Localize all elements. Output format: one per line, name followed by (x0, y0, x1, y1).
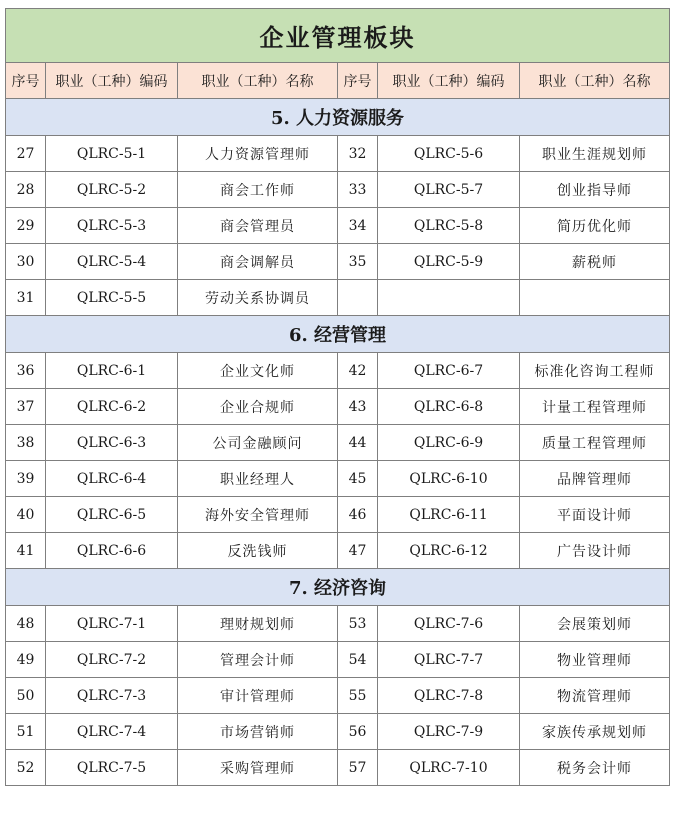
header-seq-right: 序号 (338, 63, 378, 99)
cell-seq-left: 40 (6, 497, 46, 533)
cell-seq-left: 51 (6, 714, 46, 750)
cell-name-left: 采购管理师 (178, 750, 338, 786)
cell-code-right: QLRC-7-6 (378, 606, 520, 642)
section-title: 5. 人力资源服务 (6, 99, 670, 136)
table-row (6, 461, 670, 497)
cell-code-left: QLRC-7-5 (46, 750, 178, 786)
header-row (6, 63, 670, 99)
cell-name-left: 理财规划师 (178, 606, 338, 642)
cell-code-right: QLRC-5-8 (378, 208, 520, 244)
table-row (6, 678, 670, 714)
cell-code-left: QLRC-5-3 (46, 208, 178, 244)
cell-code-left: QLRC-6-3 (46, 425, 178, 461)
cell-name-left: 海外安全管理师 (178, 497, 338, 533)
title-row (6, 9, 670, 63)
section-title: 7. 经济咨询 (6, 569, 670, 606)
table-row (6, 714, 670, 750)
cell-seq-right: 42 (338, 353, 378, 389)
cell-seq-left: 31 (6, 280, 46, 316)
cell-code-right: QLRC-7-9 (378, 714, 520, 750)
table-row (6, 425, 670, 461)
cell-seq-right: 53 (338, 606, 378, 642)
cell-seq-right: 57 (338, 750, 378, 786)
header-name-right: 职业（工种）名称 (520, 63, 670, 99)
cell-name-right: 标准化咨询工程师 (520, 353, 670, 389)
cell-name-right: 会展策划师 (520, 606, 670, 642)
cell-name-left: 商会调解员 (178, 244, 338, 280)
cell-seq-left: 27 (6, 136, 46, 172)
table-row (6, 533, 670, 569)
cell-seq-left: 28 (6, 172, 46, 208)
cell-code-right: QLRC-7-7 (378, 642, 520, 678)
cell-seq-left: 41 (6, 533, 46, 569)
cell-seq-right: 35 (338, 244, 378, 280)
cell-name-left: 商会管理员 (178, 208, 338, 244)
cell-seq-left: 50 (6, 678, 46, 714)
occupation-table (5, 8, 670, 786)
cell-code-right: QLRC-6-9 (378, 425, 520, 461)
cell-code-right: QLRC-7-8 (378, 678, 520, 714)
cell-seq-right: 45 (338, 461, 378, 497)
cell-seq-right: 54 (338, 642, 378, 678)
cell-code-left: QLRC-7-1 (46, 606, 178, 642)
cell-seq-left: 30 (6, 244, 46, 280)
cell-seq-right: 56 (338, 714, 378, 750)
table-row (6, 172, 670, 208)
cell-name-right: 职业生涯规划师 (520, 136, 670, 172)
cell-seq-left: 49 (6, 642, 46, 678)
cell-name-left: 反洗钱师 (178, 533, 338, 569)
table-row (6, 208, 670, 244)
cell-name-left: 劳动关系协调员 (178, 280, 338, 316)
cell-name-right: 广告设计师 (520, 533, 670, 569)
cell-name-right: 物业管理师 (520, 642, 670, 678)
cell-code-left: QLRC-5-2 (46, 172, 178, 208)
cell-name-left: 公司金融顾问 (178, 425, 338, 461)
cell-code-right: QLRC-5-6 (378, 136, 520, 172)
header-seq-left: 序号 (6, 63, 46, 99)
cell-seq-right: 44 (338, 425, 378, 461)
cell-seq-left: 36 (6, 353, 46, 389)
cell-code-left: QLRC-6-6 (46, 533, 178, 569)
table-row (6, 136, 670, 172)
cell-name-right: 创业指导师 (520, 172, 670, 208)
cell-seq-right: 43 (338, 389, 378, 425)
cell-name-left: 管理会计师 (178, 642, 338, 678)
table-title: 企业管理板块 (6, 9, 670, 63)
cell-seq-left: 37 (6, 389, 46, 425)
cell-code-right: QLRC-6-8 (378, 389, 520, 425)
cell-name-right: 品牌管理师 (520, 461, 670, 497)
table-row (6, 280, 670, 316)
section-title: 6. 经营管理 (6, 316, 670, 353)
cell-seq-right: 55 (338, 678, 378, 714)
cell-name-right: 税务会计师 (520, 750, 670, 786)
cell-code-left: QLRC-7-4 (46, 714, 178, 750)
cell-code-left: QLRC-6-1 (46, 353, 178, 389)
cell-seq-left: 39 (6, 461, 46, 497)
cell-name-left: 商会工作师 (178, 172, 338, 208)
cell-code-right: QLRC-7-10 (378, 750, 520, 786)
cell-code-left: QLRC-5-4 (46, 244, 178, 280)
cell-seq-left: 52 (6, 750, 46, 786)
cell-code-right (378, 280, 520, 316)
cell-name-left: 市场营销师 (178, 714, 338, 750)
header-code-left: 职业（工种）编码 (46, 63, 178, 99)
cell-code-left: QLRC-6-4 (46, 461, 178, 497)
table-row (6, 642, 670, 678)
table-row (6, 606, 670, 642)
cell-name-right: 计量工程管理师 (520, 389, 670, 425)
cell-seq-left: 38 (6, 425, 46, 461)
table-row (6, 353, 670, 389)
cell-seq-right: 33 (338, 172, 378, 208)
cell-seq-left: 29 (6, 208, 46, 244)
cell-code-right: QLRC-6-7 (378, 353, 520, 389)
cell-name-left: 企业文化师 (178, 353, 338, 389)
cell-code-left: QLRC-6-5 (46, 497, 178, 533)
cell-name-left: 职业经理人 (178, 461, 338, 497)
cell-name-right: 质量工程管理师 (520, 425, 670, 461)
cell-code-left: QLRC-5-1 (46, 136, 178, 172)
cell-name-left: 审计管理师 (178, 678, 338, 714)
cell-name-right (520, 280, 670, 316)
cell-seq-right (338, 280, 378, 316)
header-name-left: 职业（工种）名称 (178, 63, 338, 99)
cell-name-right: 家族传承规划师 (520, 714, 670, 750)
cell-seq-right: 32 (338, 136, 378, 172)
cell-name-right: 薪税师 (520, 244, 670, 280)
cell-code-right: QLRC-5-9 (378, 244, 520, 280)
cell-code-right: QLRC-6-12 (378, 533, 520, 569)
cell-name-left: 企业合规师 (178, 389, 338, 425)
cell-name-right: 平面设计师 (520, 497, 670, 533)
section-row (6, 316, 670, 353)
cell-seq-right: 46 (338, 497, 378, 533)
table-row (6, 389, 670, 425)
cell-seq-left: 48 (6, 606, 46, 642)
cell-name-right: 简历优化师 (520, 208, 670, 244)
cell-name-right: 物流管理师 (520, 678, 670, 714)
cell-code-right: QLRC-5-7 (378, 172, 520, 208)
cell-code-left: QLRC-5-5 (46, 280, 178, 316)
cell-code-left: QLRC-6-2 (46, 389, 178, 425)
section-row (6, 569, 670, 606)
cell-code-left: QLRC-7-3 (46, 678, 178, 714)
section-row (6, 99, 670, 136)
cell-seq-right: 34 (338, 208, 378, 244)
cell-name-left: 人力资源管理师 (178, 136, 338, 172)
table-row (6, 497, 670, 533)
header-code-right: 职业（工种）编码 (378, 63, 520, 99)
cell-code-right: QLRC-6-11 (378, 497, 520, 533)
table-row (6, 750, 670, 786)
table-row (6, 244, 670, 280)
cell-seq-right: 47 (338, 533, 378, 569)
cell-code-right: QLRC-6-10 (378, 461, 520, 497)
cell-code-left: QLRC-7-2 (46, 642, 178, 678)
